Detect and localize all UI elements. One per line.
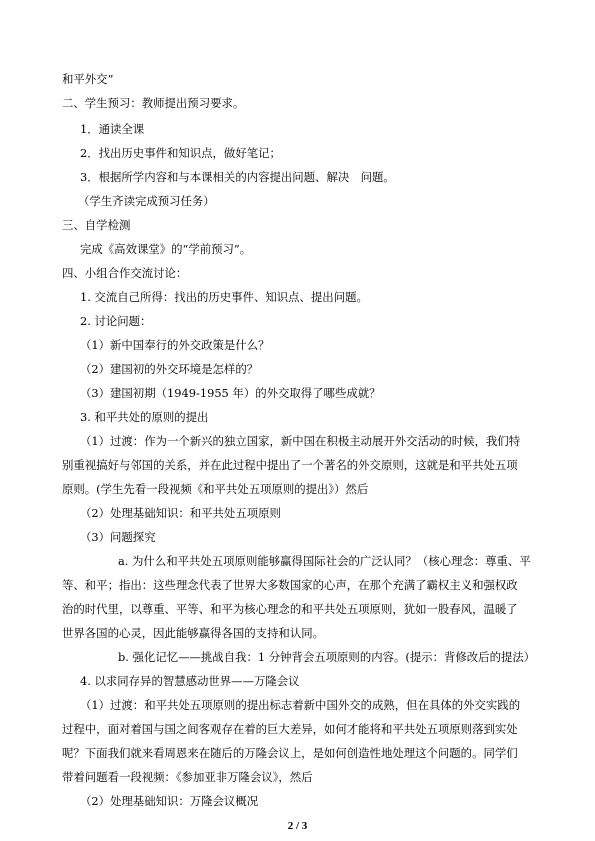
text-line: 呢？下面我们就来看周恩来在随后的万隆会议上，是如何创造性地处理这个问题的。同学们: [62, 746, 518, 760]
text-line: 等、和平；指出：这些理念代表了世界大多数国家的心声，在那个充满了霸权主义和强权政: [62, 578, 518, 592]
section-heading: 二、学生预习：教师提出预习要求。: [62, 96, 245, 110]
text-line: （3）建国初期（1949-1955 年）的外交取得了哪些成就？: [80, 386, 381, 400]
text-line: （2）建国初的外交环境是怎样的？: [80, 362, 259, 376]
text-line: 治的时代里，以尊重、平等、和平为核心理念的和平共处五项原则，犹如一股春风，温暖了: [62, 602, 518, 616]
page-number: 2 / 3: [287, 820, 308, 832]
text-line: 4. 以求同存异的智慧感动世界——万隆会议: [80, 674, 300, 688]
text-line: 2. 讨论问题：: [80, 314, 152, 328]
text-line: b. 强化记忆——挑战自我：1 分钟背会五项原则的内容。(提示：背修改后的提法）: [118, 650, 536, 664]
text-line: （学生齐读完成预习任务）: [78, 194, 215, 208]
text-line: 2．找出历史事件和知识点，做好笔记；: [80, 146, 281, 160]
text-line: 过程中，面对着国与国之间客观存在着的巨大差异，如何才能将和平共处五项原则落到实处: [62, 722, 518, 736]
text-line: 和平外交”: [62, 72, 114, 86]
text-line: 别重视搞好与邻国的关系，并在此过程中提出了一个著名的外交原则，这就是和平共处五项: [62, 458, 518, 472]
text-line: （2）处理基础知识：和平共处五项原则: [80, 506, 281, 520]
section-heading: 四、小组合作交流讨论：: [62, 266, 188, 280]
text-line: a. 为什么和平共处五项原则能够赢得国际社会的广泛认同？（核心理念：尊重、平: [118, 554, 531, 568]
text-line: 原则。(学生先看一段视频《和平共处五项原则的提出》）然后: [62, 482, 369, 496]
text-line: （2）处理基础知识：万隆会议概况: [80, 794, 259, 808]
text-line: 1. 交流自己所得：找出的历史事件、知识点、提出问题。: [80, 290, 368, 304]
text-line: 带着问题看一段视频：《参加亚非万隆会议》，然后: [62, 770, 313, 784]
text-line: （1）过渡：和平共处五项原则的提出标志着新中国外交的成熟，但在具体的外交实践的: [80, 698, 521, 712]
text-line: 世界各国的心灵，因此能够赢得各国的支持和认同。: [62, 626, 324, 640]
text-line: 完成《高效课堂》的“学前预习”。: [80, 242, 252, 256]
section-heading: 三、自学检测: [62, 218, 131, 232]
text-line: （1）新中国奉行的外交政策是什么？: [80, 338, 270, 352]
text-line: 3. 和平共处的原则的提出: [80, 410, 209, 424]
text-line: （3）问题探究: [80, 530, 156, 544]
text-line: （1）过渡：作为一个新兴的独立国家，新中国在积极主动展开外交活动的时候，我们特: [80, 434, 521, 448]
text-line: 1．通读全课: [80, 122, 145, 136]
text-line: 3．根据所学内容和与本课相关的内容提出问题、解决 问题。: [80, 170, 395, 184]
